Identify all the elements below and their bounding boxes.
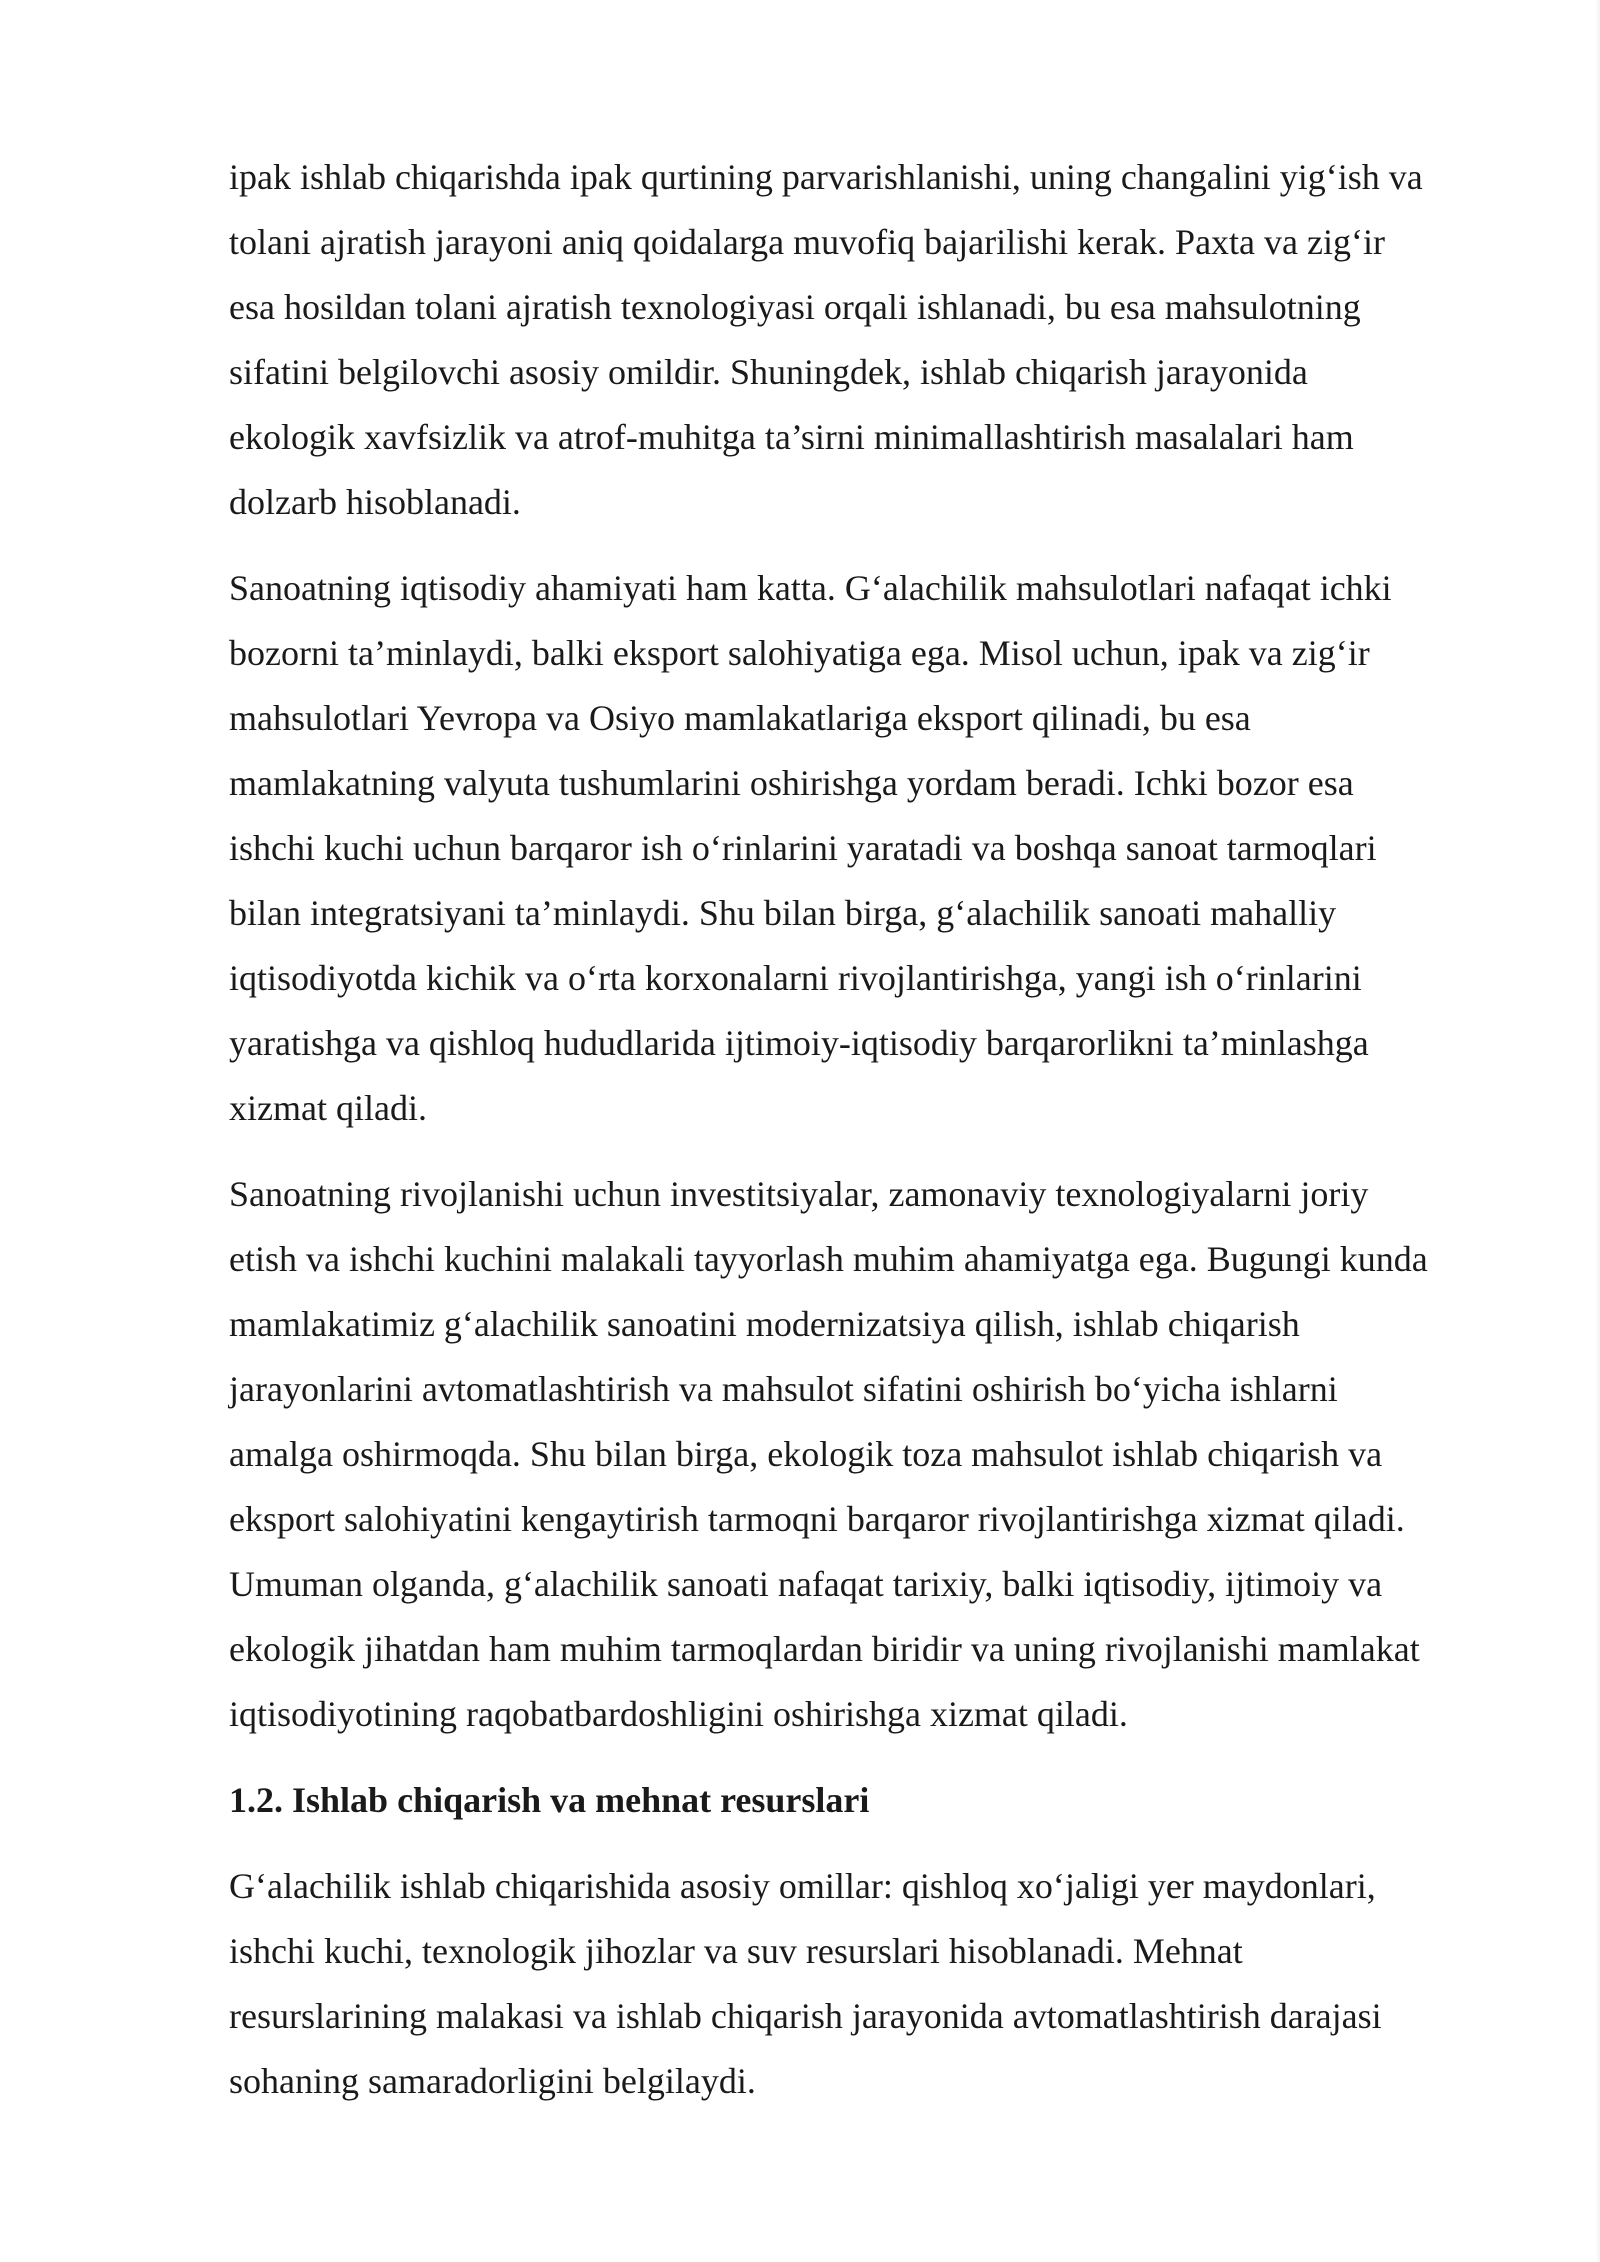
text-line: ipak ishlab chiqarishda ipak qurtining parvarishlanishi, uning changalini yig‘ish va (229, 157, 1423, 197)
text-line: Umuman olganda, g‘alachilik sanoati nafaqat tarixiy, balki iqtisodiy, ijtimoiy va (229, 1564, 1383, 1604)
text-line: mamlakatimiz g‘alachilik sanoatini modernizatsiya qilish, ishlab chiqarish (229, 1304, 1300, 1344)
text-line: bilan integratsiyani ta’minlaydi. Shu bilan birga, g‘alachilik sanoati mahalliy (229, 893, 1337, 933)
text-line: yaratishga va qishloq hududlarida ijtimoiy-iqtisodiy barqarorlikni ta’minlashga (229, 1023, 1369, 1063)
text-line: iqtisodiyotda kichik va o‘rta korxonalarni rivojlantirishga, yangi ish o‘rinlarini (229, 958, 1362, 998)
text-line: dolzarb hisoblanadi. (229, 482, 521, 522)
document-body (229, 145, 1489, 2135)
text-line: ishchi kuchi, texnologik jihozlar va suv resurslari hisoblanadi. Mehnat (229, 1931, 1243, 1971)
text-line: mamlakatning valyuta tushumlarini oshirishga yordam beradi. Ichki bozor esa (229, 763, 1354, 803)
text-line: bozorni ta’minlaydi, balki eksport salohiyatiga ega. Misol uchun, ipak va zig‘ir (229, 633, 1370, 673)
text-line: resurslarining malakasi va ishlab chiqarish jarayonida avtomatlashtirish darajasi (229, 1996, 1382, 2036)
paragraph-development (229, 1162, 1489, 1747)
text-line: amalga oshirmoqda. Shu bilan birga, ekologik toza mahsulot ishlab chiqarish va (229, 1434, 1383, 1474)
text-line: iqtisodiyotining raqobatbardoshligini oshirishga xizmat qiladi. (229, 1694, 1128, 1734)
text-line: eksport salohiyatini kengaytirish tarmoqni barqaror rivojlantirishga xizmat qiladi. (229, 1499, 1405, 1539)
text-line: G‘alachilik ishlab chiqarishida asosiy omillar: qishloq xo‘jaligi yer maydonlari, (229, 1866, 1376, 1906)
text-line: esa hosildan tolani ajratish texnologiyasi orqali ishlanadi, bu esa mahsulotning (229, 287, 1361, 327)
text-line: ekologik xavfsizlik va atrof-muhitga ta’sirni minimallashtirish masalalari ham (229, 417, 1354, 457)
text-line: jarayonlarini avtomatlashtirish va mahsulot sifatini oshirish bo‘yicha ishlarni (229, 1369, 1338, 1409)
section-heading: 1.2. Ishlab chiqarish va mehnat resurslari (229, 1780, 870, 1820)
text-line: etish va ishchi kuchini malakali tayyorlash muhim ahamiyatga ega. Bugungi kunda (229, 1239, 1428, 1279)
text-line: tolani ajratish jarayoni aniq qoidalarga muvofiq bajarilishi kerak. Paxta va zig‘ir (229, 222, 1385, 262)
paragraph-production-factors (229, 1854, 1489, 2114)
paragraph-silk-production (229, 145, 1489, 535)
text-line: Sanoatning rivojlanishi uchun investitsiyalar, zamonaviy texnologiyalarni joriy (229, 1174, 1369, 1214)
text-line: sohaning samaradorligini belgilaydi. (229, 2061, 756, 2101)
page-edge-shadow (1596, 0, 1600, 2262)
text-line: ekologik jihatdan ham muhim tarmoqlardan biridir va uning rivojlanishi mamlakat (229, 1629, 1420, 1669)
text-line: ishchi kuchi uchun barqaror ish o‘rinlarini yaratadi va boshqa sanoat tarmoqlari (229, 828, 1377, 868)
paragraph-economic-importance (229, 556, 1489, 1141)
text-line: mahsulotlari Yevropa va Osiyo mamlakatlariga eksport qilinadi, bu esa (229, 698, 1251, 738)
text-line: xizmat qiladi. (229, 1088, 427, 1128)
text-line: Sanoatning iqtisodiy ahamiyati ham katta. G‘alachilik mahsulotlari nafaqat ichki (229, 568, 1392, 608)
text-line: sifatini belgilovchi asosiy omildir. Shuningdek, ishlab chiqarish jarayonida (229, 352, 1308, 392)
